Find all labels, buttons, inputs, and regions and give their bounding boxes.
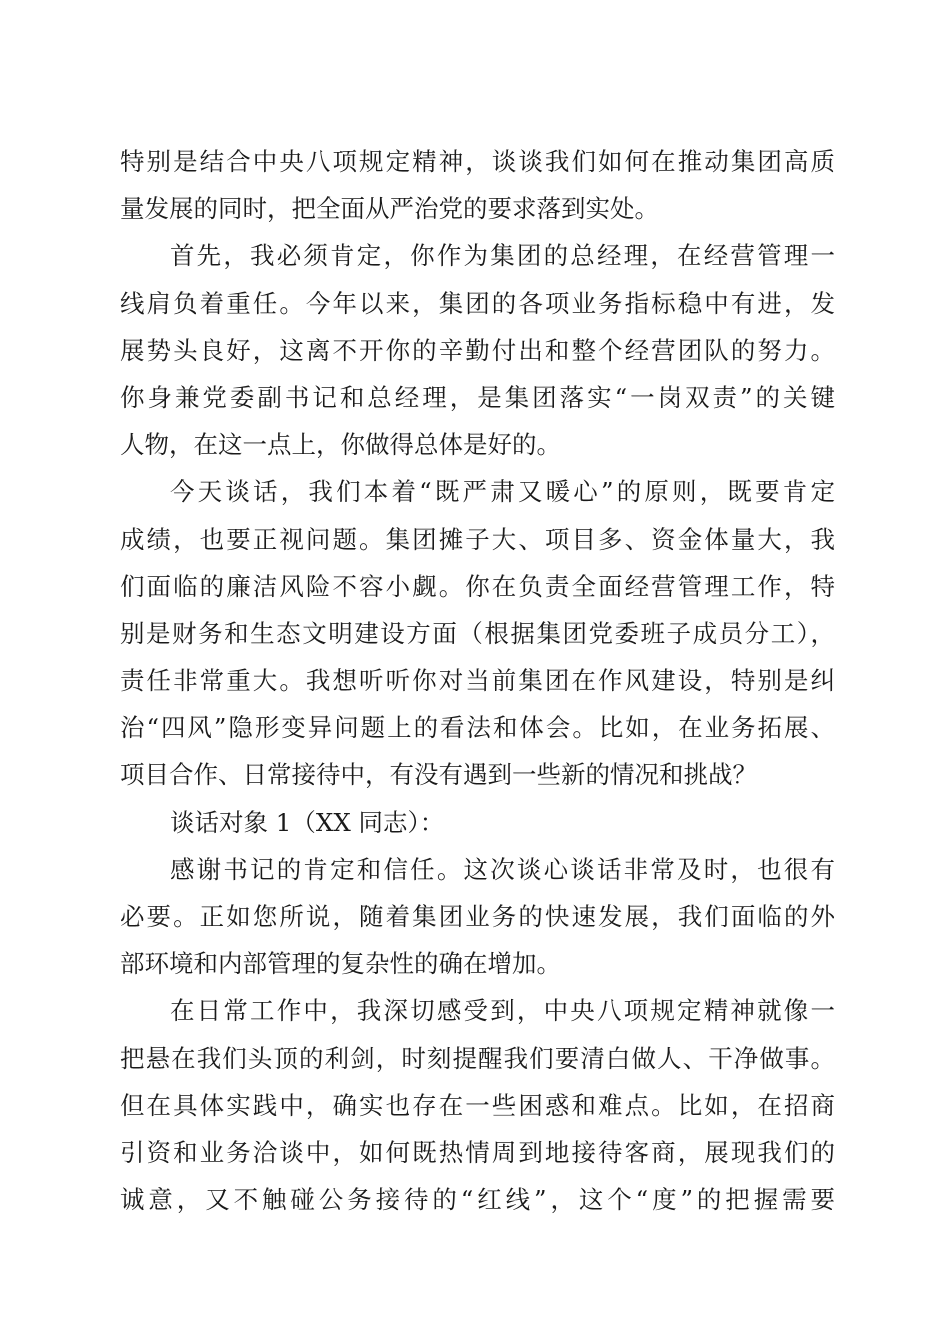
- text-line: 部环境和内部管理的复杂性的确在增加。: [120, 949, 561, 979]
- text-line: 人物，在这一点上，你做得总体是好的。: [120, 430, 561, 460]
- text-line: 别是财务和生态文明建设方面（根据集团党委班子成员分工），: [120, 618, 835, 648]
- text-line: 成绩，也要正视问题。集团摊子大、项目多、资金体量大，我: [120, 524, 835, 554]
- text-line: 特别是结合中央八项规定精神，谈谈我们如何在推动集团高质: [120, 147, 835, 176]
- text-line: 在日常工作中，我深切感受到，中央八项规定精神就像一: [170, 996, 835, 1026]
- text-line: 责任非常重大。我想听听你对当前集团在作风建设，特别是纠: [120, 666, 835, 696]
- text-line: 你身兼党委副书记和总经理，是集团落实“一岗双责”的关键: [120, 382, 835, 412]
- text-line: 必要。正如您所说，随着集团业务的快速发展，我们面临的外: [120, 902, 835, 931]
- text-line: 把悬在我们头顶的利剑，时刻提醒我们要清白做人、干净做事。: [120, 1043, 835, 1073]
- text-line: 们面临的廉洁风险不容小觑。你在负责全面经营管理工作，特: [120, 571, 835, 601]
- text-line: 治“四风”隐形变异问题上的看法和体会。比如，在业务拓展、: [120, 713, 835, 743]
- text-line: 引资和业务洽谈中，如何既热情周到地接待客商，展现我们的: [120, 1137, 835, 1167]
- text-line: 但在具体实践中，确实也存在一些困惑和难点。比如，在招商: [120, 1090, 835, 1120]
- speaker-label: 谈话对象 1（XX 同志）：: [170, 807, 445, 837]
- text-line: 今天谈话，我们本着“既严肃又暖心”的原则，既要肯定: [170, 477, 835, 507]
- text-line: 诚意，又不触碰公务接待的“红线”，这个“度”的把握需要: [120, 1185, 835, 1215]
- text-line: 量发展的同时，把全面从严治党的要求落到实处。: [120, 194, 659, 224]
- text-line: 项目合作、日常接待中，有没有遇到一些新的情况和挑战？: [120, 760, 757, 790]
- text-line: 展势头良好，这离不开你的辛勤付出和整个经营团队的努力。: [120, 335, 835, 365]
- text-line: 首先，我必须肯定，你作为集团的总经理，在经营管理一: [170, 241, 835, 271]
- text-line: 感谢书记的肯定和信任。这次谈心谈话非常及时，也很有: [170, 854, 835, 884]
- document-body: [120, 138, 835, 1223]
- text-line: 线肩负着重任。今年以来，集团的各项业务指标稳中有进，发: [120, 288, 835, 318]
